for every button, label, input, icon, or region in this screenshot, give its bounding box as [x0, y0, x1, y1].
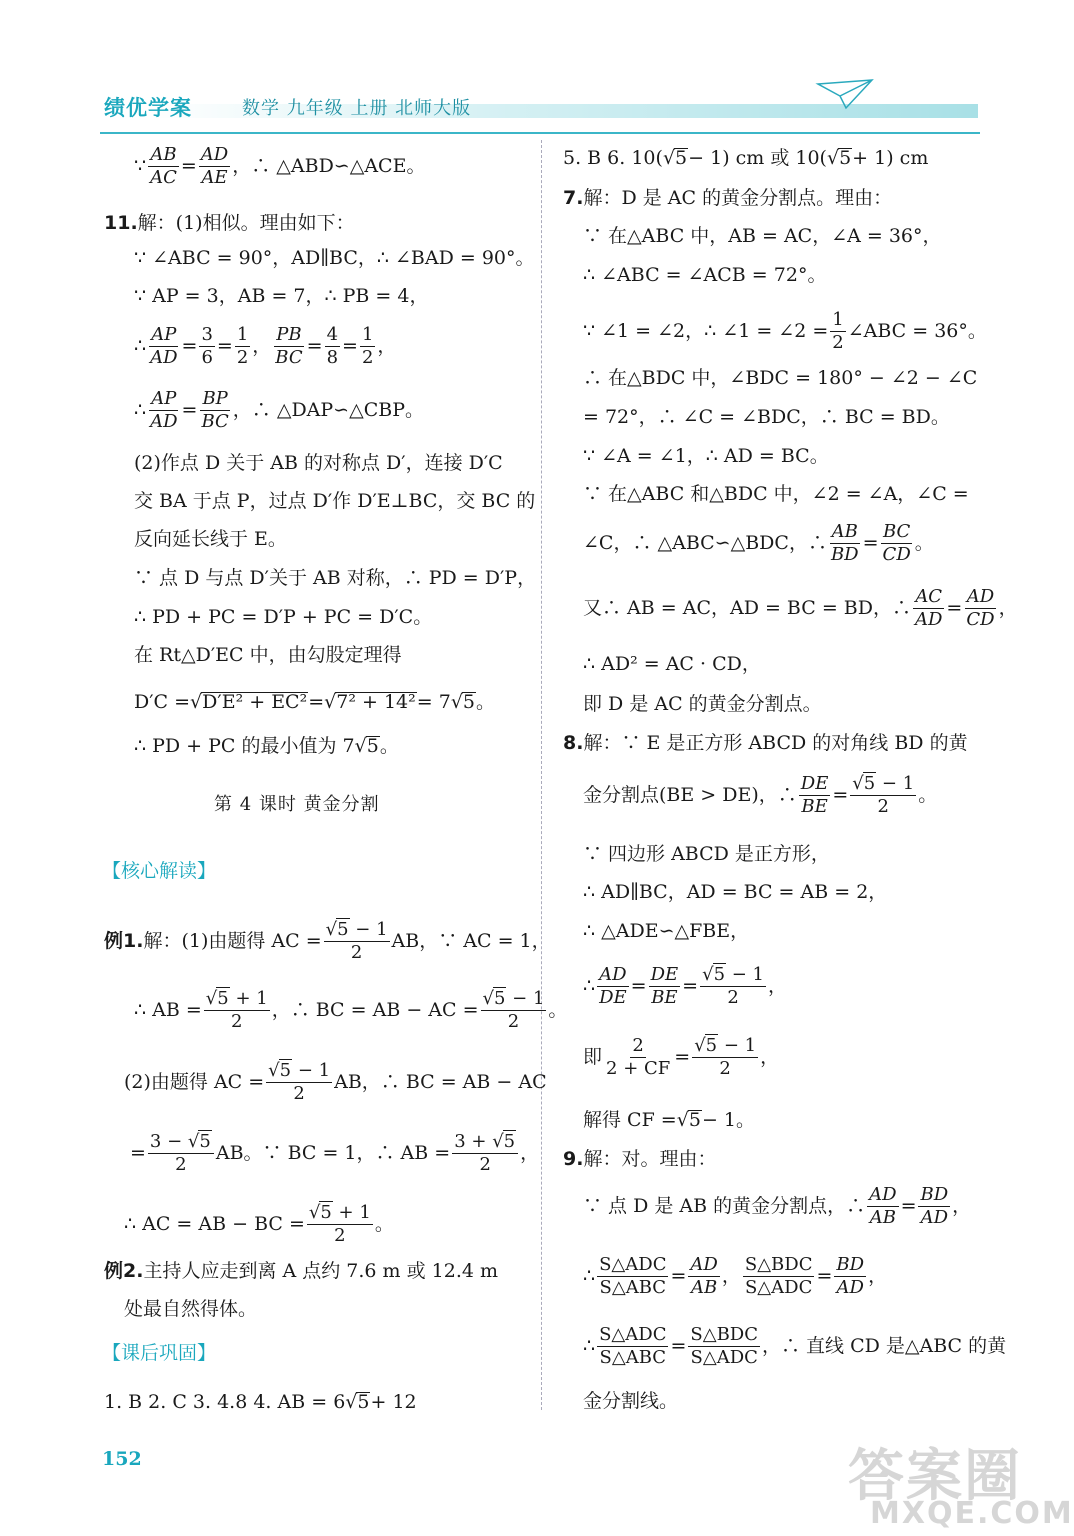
- left-line-4: ∵ AP = 3，AB = 7，∴ PB = 4，: [134, 285, 429, 307]
- right-line-11: 又∴ AB = AC，AD = BC = BD，∴ $\frac{AC}{AD}$ = $\frac{AD}{CD}$ ，: [583, 586, 1018, 630]
- section-heading-practice: 【课后巩固】: [102, 1342, 217, 1364]
- left-line-12: 在 Rt△D′EC 中，由勾股定理得: [134, 644, 402, 666]
- left-line-14: ∴ PD + PC 的最小值为 7 √ 5 。: [134, 734, 399, 757]
- page-header: [96, 78, 996, 128]
- right-line-13: 即 D 是 AC 的黄金分割点。: [583, 693, 822, 715]
- left-line-1: ∵ $\frac{AB}{AC}$ = $\frac{AD}{AE}$ ，∴ △ABD∽△ACE。: [134, 144, 426, 188]
- header-rule: [100, 132, 980, 134]
- answers-1-4: 1. B 2. C 3. 4.8 4. AB = 6 √ 5 + 12: [104, 1390, 417, 1413]
- right-line-5: ∵ ∠1 = ∠2，∴ ∠1 = ∠2 = $\frac{1}{2}$ ∠ABC = 36°。: [583, 309, 987, 353]
- left-line-3: ∵ ∠ABC = 90°，AD∥BC，∴ ∠BAD = 90°。: [134, 247, 535, 269]
- lesson-title: 第 4 课时 黄金分割: [214, 794, 380, 815]
- question-8: 8. 解：∵ E 是正方形 ABCD 的对角线 BD 的黄: [563, 732, 968, 754]
- left-line-9: 反向延长线于 E。: [134, 528, 287, 550]
- column-divider: [541, 140, 542, 1410]
- example-1-line-5: ∴ AC = AB − BC = $\frac{√5 + 1}{2}$ 。: [124, 1202, 394, 1246]
- brand-logo: 绩优学案: [104, 96, 192, 120]
- right-line-21: 解得 CF = √ 5 − 1。: [583, 1108, 755, 1131]
- right-line-24: ∴ $\frac{\text{S△ADC}}{\text{S△ABC}}$ = $\frac{AD}{AB}$ ， $\frac{\text{S△BDC}}{\text{S△ADC}}$ = $\frac{BD}{AD}$ ，: [583, 1254, 888, 1298]
- right-line-3: ∵ 在△ABC 中，AB = AC，∠A = 36°，: [583, 225, 942, 247]
- right-line-20: 即 $\frac{2}{2 + CF}$ = $\frac{√5 - 1}{2}$ ，: [583, 1035, 780, 1079]
- question-11: 11. 解：(1)相似。理由如下：: [104, 212, 355, 234]
- right-line-10: ∠C，∴ △ABC∽△BDC，∴ $\frac{AB}{BD}$ = $\frac{BC}{CD}$ 。: [583, 521, 934, 565]
- right-line-23: ∵ 点 D 是 AB 的黄金分割点，∴ $\frac{AD}{AB}$ = $\frac{BD}{AD}$ ，: [583, 1184, 972, 1228]
- right-line-25: ∴ $\frac{\text{S△ADC}}{\text{S△ABC}}$ = $\frac{\text{S△BDC}}{\text{S△ADC}}$ ，∴ 直线 CD 是△ABC 的黄: [583, 1324, 1007, 1368]
- example-1-line-4: = $\frac{3 - √5}{2}$ AB。∵ BC = 1，∴ AB = $\frac{3 + √5}{2}$ ，: [130, 1131, 540, 1175]
- right-line-7: = 72°，∴ ∠C = ∠BDC，∴ BC = BD。: [583, 406, 950, 428]
- right-line-17: ∴ AD∥BC，AD = BC = AB = 2，: [583, 881, 888, 903]
- fraction: $\frac{AD}{AE}$: [200, 144, 229, 188]
- left-line-5: ∴ $\frac{AP}{AD}$ = $\frac{3}{6}$ = $\frac{1}{2}$ ， $\frac{PB}{BC}$ = $\frac{4}{8}$ = $\frac{1}{2}$ ，: [134, 324, 397, 368]
- left-line-8: 交 BA 于点 P，过点 D′作 D′E⊥BC，交 BC 的: [134, 490, 536, 512]
- paper-plane-icon: [816, 78, 876, 112]
- left-line-10: ∵ 点 D 与点 D′关于 AB 对称，∴ PD = D′P，: [134, 567, 537, 589]
- right-line-6: ∴ 在△BDC 中，∠BDC = 180° − ∠2 − ∠C: [583, 367, 978, 389]
- example-2: 例2. 主持人应走到离 A 点约 7.6 m 或 12.4 m: [104, 1260, 499, 1282]
- left-line-13: D′C = √ D′E² + EC² = √ 7² + 14² = 7 √ 5 。: [134, 690, 496, 713]
- right-line-26: 金分割线。: [583, 1390, 679, 1412]
- right-line-4: ∴ ∠ABC = ∠ACB = 72°。: [583, 264, 827, 286]
- section-heading-core: 【核心解读】: [102, 860, 217, 882]
- page-number: 152: [102, 1448, 142, 1470]
- example-1-line-2: ∴ AB = $\frac{√5 + 1}{2}$ ，∴ BC = AB − AC = $\frac{√5 - 1}{2}$ 。: [134, 988, 568, 1032]
- header-subtitle: 数学 九年级 上册 北师大版: [242, 98, 472, 119]
- right-line-8: ∵ ∠A = ∠1，∴ AD = BC。: [583, 445, 829, 467]
- left-line-11: ∴ PD + PC = D′P + PC = D′C。: [134, 606, 433, 628]
- example-2-line-2: 处最自然得体。: [124, 1298, 258, 1320]
- question-7: 7. 解：D 是 AC 的黄金分割点。理由：: [563, 187, 893, 209]
- right-line-16: ∵ 四边形 ABCD 是正方形，: [583, 843, 830, 865]
- example-1-line-3: (2)由题得 AC = $\frac{√5 - 1}{2}$ AB，∴ BC = AB − AC: [124, 1060, 547, 1104]
- right-line-15: 金分割点(BE > DE)，∴ $\frac{DE}{BE}$ = $\frac{√5 - 1}{2}$ 。: [583, 773, 938, 817]
- question-9: 9. 解：对。理由：: [563, 1148, 717, 1170]
- left-line-6: ∴ $\frac{AP}{AD}$ = $\frac{BP}{BC}$ ，∴ △DAP∽△CBP。: [134, 388, 425, 432]
- right-line-19: ∴ $\frac{AD}{DE}$ = $\frac{DE}{BE}$ = $\frac{√5 - 1}{2}$ ，: [583, 964, 788, 1008]
- answers-5-6: 5. B 6. 10( √ 5 − 1) cm 或 10( √ 5 + 1) cm: [563, 146, 929, 169]
- right-line-12: ∴ AD² = AC · CD，: [583, 653, 761, 675]
- left-line-7: (2)作点 D 关于 AB 的对称点 D′，连接 D′C: [134, 452, 503, 474]
- fraction: $\frac{AB}{AC}$: [150, 144, 177, 188]
- example-1: 例1. 解：(1)由题得 AC = $\frac{√5 - 1}{2}$ AB，∵ AC = 1，: [104, 919, 551, 963]
- right-line-18: ∴ △ADE∽△FBE，: [583, 920, 750, 942]
- right-line-9: ∵ 在△ABC 和△BDC 中，∠2 = ∠A，∠C =: [583, 483, 969, 505]
- watermark: 答案圈 MXQE.COM: [848, 1444, 1074, 1531]
